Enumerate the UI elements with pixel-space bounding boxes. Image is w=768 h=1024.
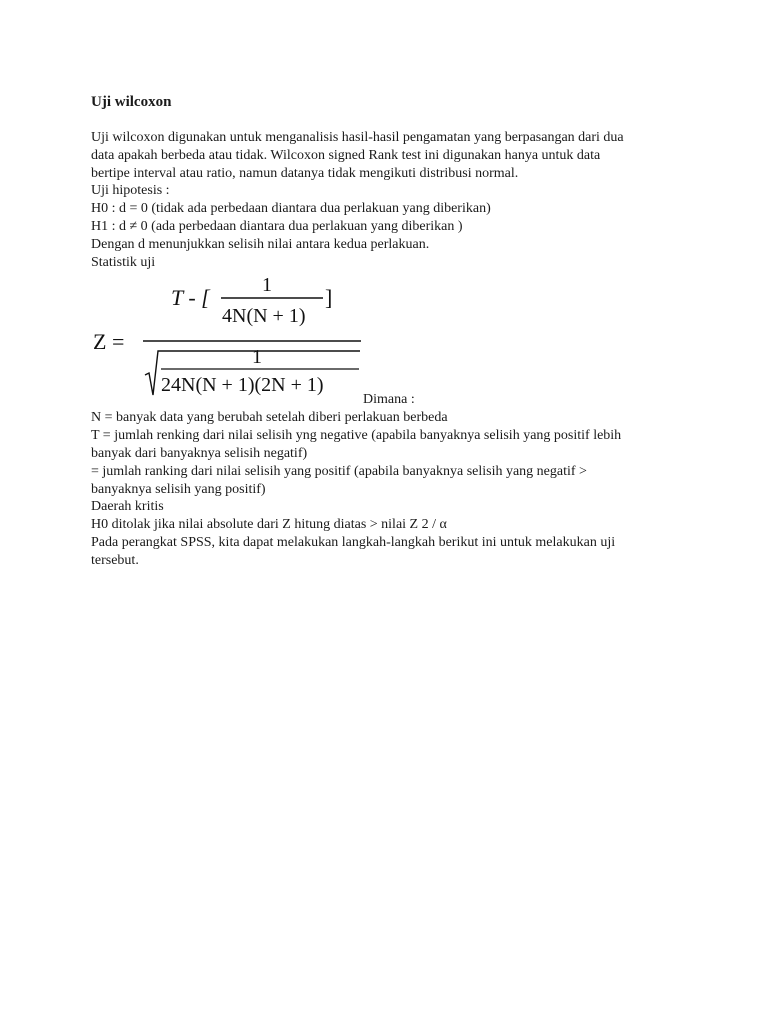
- spss-line: tersebut.: [91, 552, 139, 568]
- intro-block: [91, 129, 691, 271]
- formula-numerator-suffix: ]: [325, 285, 333, 311]
- intro-line: Uji wilcoxon digunakan untuk menganalisis hasil-hasil pengamatan yang berpasangan dari dua: [91, 130, 624, 145]
- t-alt-definition-line: = jumlah ranking dari nilai selisih yang positif (apabila banyaknya selisih yang negatif >: [91, 463, 587, 479]
- z-formula-image: [91, 277, 431, 408]
- intro-line: data apakah berbeda atau tidak. Wilcoxon signed Rank test ini digunakan hanya untuk data: [91, 147, 601, 163]
- formula-inner-denominator: 4N(N + 1): [222, 305, 306, 328]
- document-page: [91, 93, 691, 570]
- critical-region-heading: Daerah kritis: [91, 499, 164, 515]
- t-definition-line: T = jumlah renking dari nilai selisih yng negative (apabila banyaknya selisih yang positif lebih: [91, 428, 622, 444]
- formula-denominator-denominator: 24N(N + 1)(2N + 1): [161, 374, 324, 397]
- details-block: [91, 409, 691, 569]
- n-definition-line: N = banyak data yang berubah setelah diberi perlakuan berbeda: [91, 410, 448, 426]
- formula-denominator-numerator: 1: [252, 346, 262, 369]
- d-definition-line: Dengan d menunjukkan selisih nilai antara kedua perlakuan.: [91, 236, 430, 252]
- t-definition-line: banyak dari banyaknya selisih negatif): [91, 445, 308, 461]
- formula-inner-numerator: 1: [262, 277, 272, 297]
- spss-line: Pada perangkat SPSS, kita dapat melakukan langkah-langkah berikut ini untuk melakukan uji: [91, 534, 616, 550]
- formula-lhs: Z =: [93, 329, 125, 355]
- t-alt-definition-line: banyaknya selisih yang positif): [91, 481, 266, 497]
- test-statistic-heading: Statistik uji: [91, 254, 156, 270]
- z-formula-svg: [91, 277, 371, 399]
- hypothesis-heading: Uji hipotesis :: [91, 183, 170, 199]
- dimana-label: Dimana :: [363, 392, 415, 408]
- formula-numerator-prefix: T - [: [171, 285, 210, 311]
- document-title: Uji wilcoxon: [91, 94, 172, 110]
- intro-line: bertipe interval atau ratio, namun datanya tidak mengikuti distribusi normal.: [91, 165, 519, 181]
- h1-line: H1 : d ≠ 0 (ada perbedaan diantara dua perlakuan yang diberikan ): [91, 218, 463, 234]
- h0-line: H0 : d = 0 (tidak ada perbedaan diantara dua perlakuan yang diberikan): [91, 201, 491, 217]
- rejection-rule-line: H0 ditolak jika nilai absolute dari Z hitung diatas > nilai Z 2 / α: [91, 517, 447, 533]
